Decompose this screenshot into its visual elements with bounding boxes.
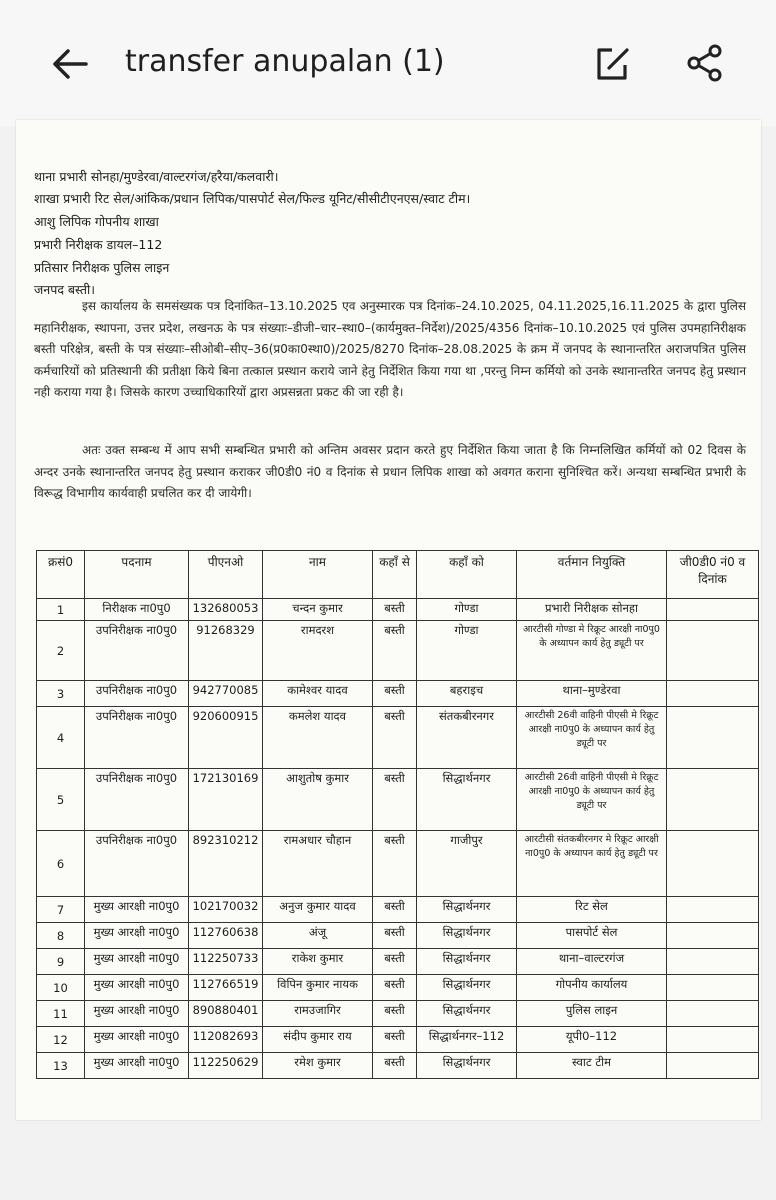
cell-gd-number <box>667 621 759 681</box>
cell-pno: 920600915 <box>189 707 263 769</box>
cell-serial: 1 <box>37 599 85 621</box>
arrow-back-icon <box>48 42 92 86</box>
cell-to: संतकबीरनगर <box>417 707 517 769</box>
table-row <box>37 1053 759 1079</box>
header-cell: जी0डी0 नं0 व दिनांक <box>667 551 759 599</box>
table-row <box>37 681 759 707</box>
table-row <box>37 923 759 949</box>
header-cell: वर्तमान नियुक्ति <box>517 551 667 599</box>
cell-from: बस्ती <box>373 599 417 621</box>
cell-to: सिद्धार्थनगर <box>417 975 517 1001</box>
cell-designation: मुख्य आरक्षी ना0पु0 <box>85 923 189 949</box>
cell-pno: 172130169 <box>189 769 263 831</box>
cell-from: बस्ती <box>373 681 417 707</box>
paragraph-1: इस कार्यालय के समसंख्यक पत्र दिनांकित–13.10.2025 एव अनुस्मारक पत्र दिनांक–24.10.2025, 04.11.2025,16.11.2025 के द्वारा पुलिस महानिरीक्षक, स्थापना, उत्तर प्रदेश, लखनऊ के पत्र संख्याः–डीजी–चार–स्था0–(कार्यमुक्त–निर्देश)/2025/4356 दिनांक–10.10.2025 एवं पुलिस उपमहानिरीक्षक बस्ती परिक्षेत्र, बस्ती के पत्र संख्याः–सीओबी–सीए–36(प्र0का0स्था0)/2025/8270 दिनांक–28.08.2025 के क्रम में जनपद के स्थानान्तरित अराजपत्रित पुलिस कर्मचारियों को प्रतिस्थानी की प्रतीक्षा किये बिना तत्काल प्रस्थान कराये जाने हेतु निर्देशित किया गया था ,परन्तु निम्न कर्मियो को उनके स्थानान्तरित जनपद हेतु प्रस्थान नही कराया गया है। जिसके कारण उच्चाधिकारियों द्वारा अप्रसन्नता प्रकट की जा रही है। <box>34 299 746 399</box>
share-button[interactable] <box>684 42 726 84</box>
cell-name: अनुज कुमार यादव <box>263 897 373 923</box>
cell-to: सिद्धार्थनगर <box>417 923 517 949</box>
paragraph-2: अतः उक्त सम्बन्ध में आप सभी सम्बन्धित प्रभारी को अन्तिम अवसर प्रदान करते हुए निर्देशित किया जाता है कि निम्नलिखित कर्मियों को 02 दिवस के अन्दर उनके स्थानान्तरित जनपद हेतु प्रस्थान कराकर जी0डी0 नं0 व दिनांक से प्रधान लिपिक शाखा को अवगत कराना सुनिश्चित करें। अन्यथा सम्बन्धित प्रभारी के विरूद्ध विभागीय कार्यवाही प्रचलित कर दी जायेगी। <box>34 443 746 500</box>
cell-to: सिद्धार्थनगर <box>417 1001 517 1027</box>
cell-name: कमलेश यादव <box>263 707 373 769</box>
cell-designation: उपनिरीक्षक ना0पु0 <box>85 769 189 831</box>
table-row <box>37 621 759 681</box>
header-cell: पीएनओ <box>189 551 263 599</box>
cell-serial: 5 <box>37 769 85 831</box>
cell-from: बस्ती <box>373 1053 417 1079</box>
table-row <box>37 831 759 897</box>
cell-current-posting: आरटीसी संतकबीरनगर मे रिक्रूट आरक्षी ना0पु0 के अध्यापन कार्य हेतु ड्यूटी पर <box>517 831 667 897</box>
cell-current-posting: थाना–वाल्टरगंज <box>517 949 667 975</box>
cell-to: सिद्धार्थनगर <box>417 1053 517 1079</box>
cell-serial: 6 <box>37 831 85 897</box>
cell-serial: 4 <box>37 707 85 769</box>
app-bar <box>0 0 776 126</box>
cell-from: बस्ती <box>373 769 417 831</box>
cell-from: बस्ती <box>373 621 417 681</box>
cell-pno: 112250733 <box>189 949 263 975</box>
cell-serial: 2 <box>37 621 85 681</box>
cell-name: रामदरश <box>263 621 373 681</box>
cell-pno: 112250629 <box>189 1053 263 1079</box>
address-line: आशु लिपिक गोपनीय शाखा <box>34 214 159 229</box>
cell-designation: उपनिरीक्षक ना0पु0 <box>85 621 189 681</box>
cell-to: सिद्धार्थनगर–112 <box>417 1027 517 1053</box>
transfer-table <box>36 550 759 1079</box>
cell-name: रामउजागिर <box>263 1001 373 1027</box>
cell-gd-number <box>667 707 759 769</box>
cell-from: बस्ती <box>373 975 417 1001</box>
cell-current-posting: आरटीसी 26वी वाहिनी पीएसी मे रिक्रूट आरक्षी ना0पु0 के अध्यापन कार्य हेतु ड्यूटी पर <box>517 707 667 769</box>
cell-to: सिद्धार्थनगर <box>417 769 517 831</box>
cell-to: सिद्धार्थनगर <box>417 949 517 975</box>
address-line: प्रभारी निरीक्षक डायल–112 <box>34 237 163 252</box>
cell-current-posting: आरटीसी गोण्डा मे रिक्रूट आरक्षी ना0पु0 के अध्यापन कार्य हेतु ड्यूटी पर <box>517 621 667 681</box>
address-line: जनपद बस्ती। <box>34 282 96 297</box>
cell-pno: 112760638 <box>189 923 263 949</box>
cell-name: चन्दन कुमार <box>263 599 373 621</box>
cell-designation: उपनिरीक्षक ना0पु0 <box>85 681 189 707</box>
cell-from: बस्ती <box>373 1001 417 1027</box>
cell-current-posting: यूपी0–112 <box>517 1027 667 1053</box>
cell-from: बस्ती <box>373 1027 417 1053</box>
table-row <box>37 599 759 621</box>
cell-from: बस्ती <box>373 923 417 949</box>
cell-gd-number <box>667 769 759 831</box>
cell-gd-number <box>667 975 759 1001</box>
cell-from: बस्ती <box>373 897 417 923</box>
cell-gd-number <box>667 1027 759 1053</box>
table-row <box>37 975 759 1001</box>
header-cell: नाम <box>263 551 373 599</box>
cell-pno: 892310212 <box>189 831 263 897</box>
cell-name: रमेश कुमार <box>263 1053 373 1079</box>
cell-to: सिद्धार्थनगर <box>417 897 517 923</box>
cell-pno: 890880401 <box>189 1001 263 1027</box>
cell-name: राकेश कुमार <box>263 949 373 975</box>
edit-icon <box>592 44 632 84</box>
table-row <box>37 769 759 831</box>
edit-button[interactable] <box>592 44 632 84</box>
cell-to: गाजीपुर <box>417 831 517 897</box>
cell-to: गोण्डा <box>417 599 517 621</box>
cell-current-posting: स्वाट टीम <box>517 1053 667 1079</box>
cell-name: विपिन कुमार नायक <box>263 975 373 1001</box>
cell-gd-number <box>667 1001 759 1027</box>
cell-designation: मुख्य आरक्षी ना0पु0 <box>85 1053 189 1079</box>
cell-pno: 112766519 <box>189 975 263 1001</box>
cell-pno: 132680053 <box>189 599 263 621</box>
table-row <box>37 1027 759 1053</box>
cell-current-posting: थाना–मुण्डेरवा <box>517 681 667 707</box>
cell-current-posting: गोपनीय कार्यालय <box>517 975 667 1001</box>
share-icon <box>684 42 726 84</box>
header-cell: कहाँ को <box>417 551 517 599</box>
cell-from: बस्ती <box>373 949 417 975</box>
cell-designation: मुख्य आरक्षी ना0पु0 <box>85 1027 189 1053</box>
table-header-row <box>37 551 759 599</box>
cell-serial: 8 <box>37 923 85 949</box>
header-cell: पदनाम <box>85 551 189 599</box>
cell-gd-number <box>667 897 759 923</box>
cell-serial: 7 <box>37 897 85 923</box>
cell-name: रामअधार चौहान <box>263 831 373 897</box>
header-cell: कहाँ से <box>373 551 417 599</box>
cell-pno: 91268329 <box>189 621 263 681</box>
cell-name: अंजू <box>263 923 373 949</box>
cell-designation: निरीक्षक ना0पु0 <box>85 599 189 621</box>
document-title: transfer anupalan (1) <box>125 44 445 79</box>
cell-gd-number <box>667 599 759 621</box>
table-row <box>37 897 759 923</box>
cell-designation: मुख्य आरक्षी ना0पु0 <box>85 897 189 923</box>
cell-gd-number <box>667 831 759 897</box>
cell-designation: मुख्य आरक्षी ना0पु0 <box>85 975 189 1001</box>
address-line: शाखा प्रभारी रिट सेल/आंकिक/प्रधान लिपिक/पासपोर्ट सेल/फिल्ड यूनिट/सीसीटीएनएस/स्वाट टीम। <box>34 191 471 206</box>
cell-current-posting: पुलिस लाइन <box>517 1001 667 1027</box>
cell-name: कामेश्वर यादव <box>263 681 373 707</box>
document-page <box>16 120 761 1120</box>
cell-gd-number <box>667 923 759 949</box>
cell-name: संदीप कुमार राय <box>263 1027 373 1053</box>
cell-designation: उपनिरीक्षक ना0पु0 <box>85 831 189 897</box>
address-line: थाना प्रभारी सोनहा/मुण्डेरवा/वाल्टरगंज/हरैया/कलवारी। <box>34 169 279 184</box>
cell-serial: 10 <box>37 975 85 1001</box>
cell-serial: 9 <box>37 949 85 975</box>
cell-serial: 3 <box>37 681 85 707</box>
cell-current-posting: रिट सेल <box>517 897 667 923</box>
cell-gd-number <box>667 681 759 707</box>
cell-current-posting: पासपोर्ट सेल <box>517 923 667 949</box>
table-row <box>37 949 759 975</box>
cell-from: बस्ती <box>373 831 417 897</box>
cell-from: बस्ती <box>373 707 417 769</box>
cell-designation: मुख्य आरक्षी ना0पु0 <box>85 949 189 975</box>
cell-pno: 102170032 <box>189 897 263 923</box>
cell-gd-number <box>667 1053 759 1079</box>
cell-serial: 12 <box>37 1027 85 1053</box>
cell-to: गोण्डा <box>417 621 517 681</box>
cell-designation: मुख्य आरक्षी ना0पु0 <box>85 1001 189 1027</box>
cell-current-posting: आरटीसी 26वी वाहिनी पीएसी मे रिक्रूट आरक्षी ना0पु0 के अध्यापन कार्य हेतु ड्यूटी पर <box>517 769 667 831</box>
cell-designation: उपनिरीक्षक ना0पु0 <box>85 707 189 769</box>
cell-serial: 13 <box>37 1053 85 1079</box>
cell-to: बहराइच <box>417 681 517 707</box>
cell-gd-number <box>667 949 759 975</box>
table-row <box>37 707 759 769</box>
cell-pno: 942770085 <box>189 681 263 707</box>
cell-pno: 112082693 <box>189 1027 263 1053</box>
address-line: प्रतिसार निरीक्षक पुलिस लाइन <box>34 260 170 275</box>
cell-current-posting: प्रभारी निरीक्षक सोनहा <box>517 599 667 621</box>
header-cell: क्रसं0 <box>37 551 85 599</box>
cell-name: आशुतोष कुमार <box>263 769 373 831</box>
table-row <box>37 1001 759 1027</box>
back-button[interactable] <box>48 42 92 86</box>
cell-serial: 11 <box>37 1001 85 1027</box>
